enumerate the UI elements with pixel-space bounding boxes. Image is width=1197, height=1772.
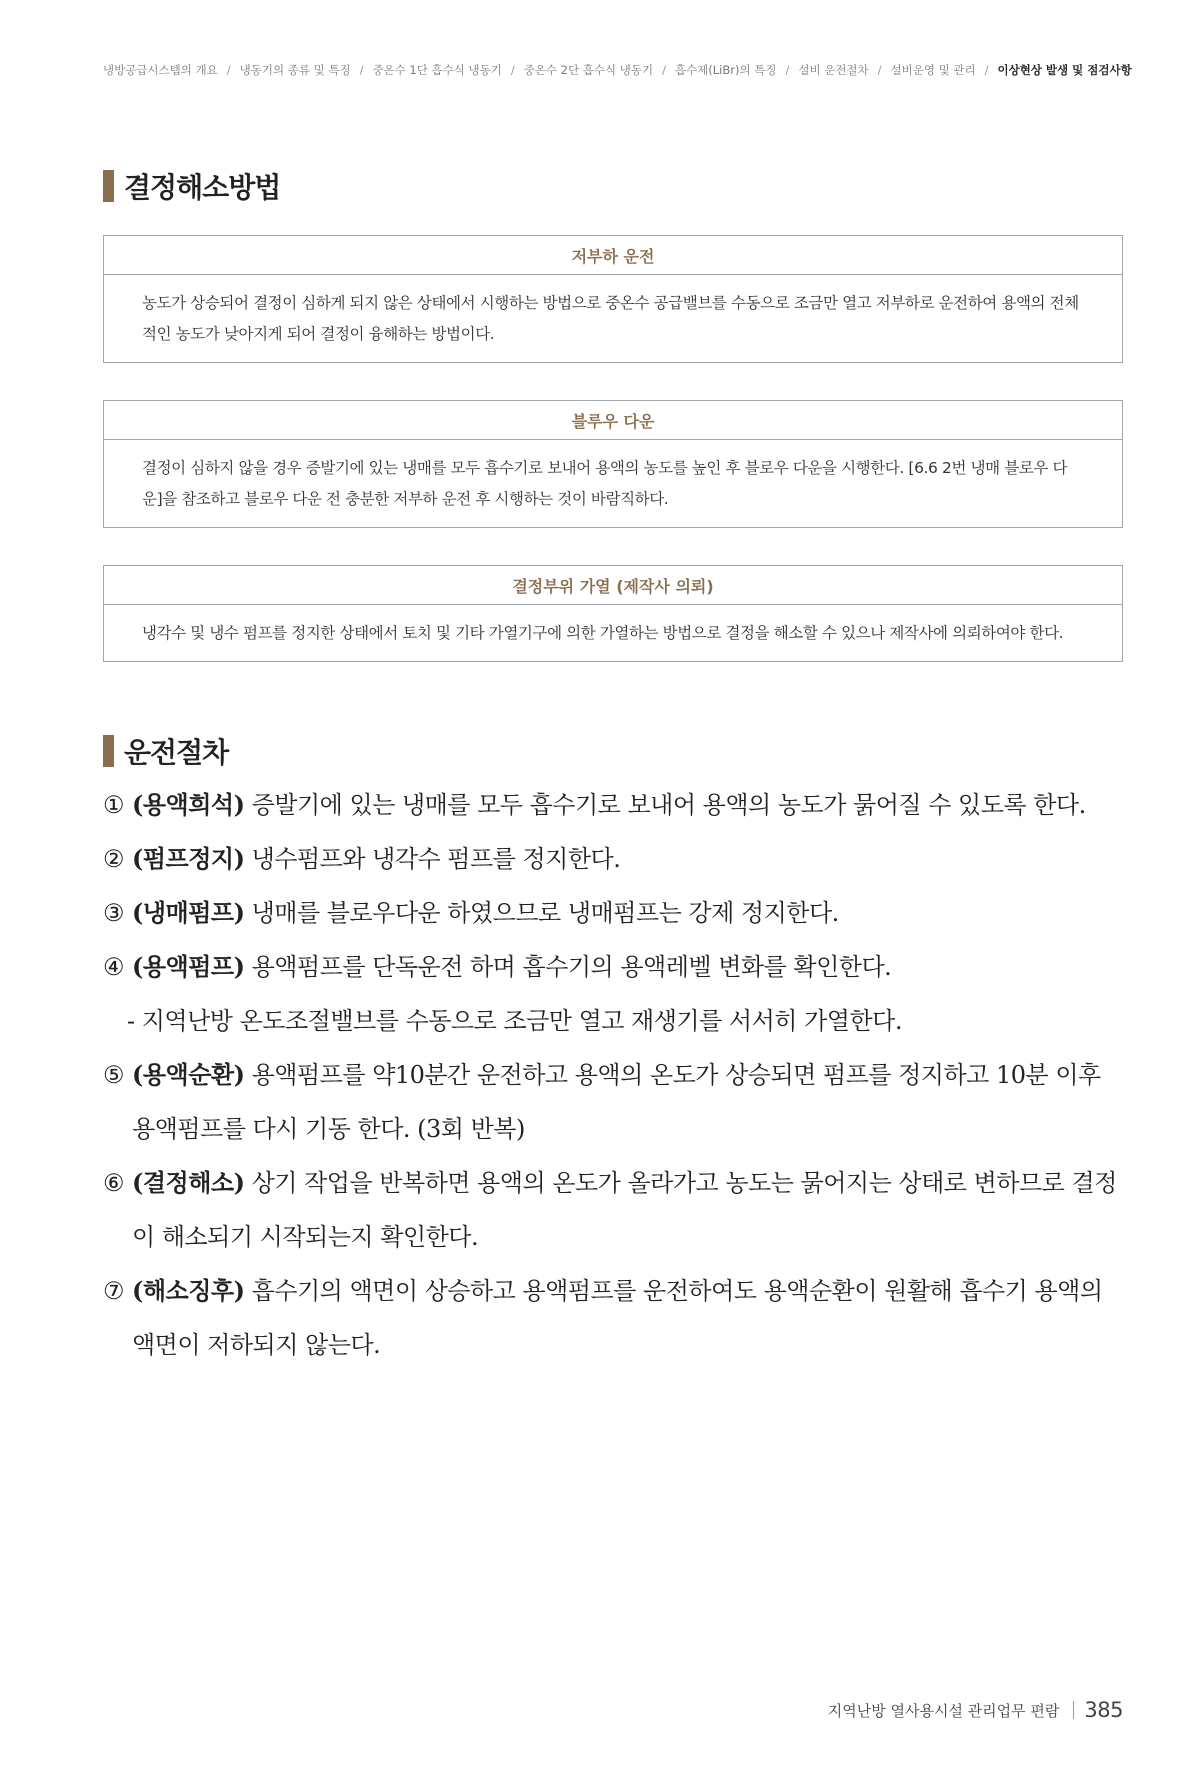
procedure-step: [103, 886, 1123, 940]
section-title-text: 운전절차: [124, 736, 229, 769]
step-description: 증발기에 있는 냉매를 모두 흡수기로 보내어 용액의 농도가 묽어질 수 있도록 한다.: [244, 791, 1086, 819]
method-box-low-load: [103, 235, 1123, 363]
step-text: [132, 832, 1123, 886]
step-text: [132, 1156, 1123, 1264]
procedure-sub-note: - 지역난방 온도조절밸브를 수동으로 조금만 열고 재생기를 서서히 가열한다.: [127, 1007, 902, 1035]
section-title-crystal-removal: [103, 166, 280, 206]
step-label: (결정해소): [132, 1168, 245, 1197]
section-marker: [103, 170, 114, 202]
step-number: ⑥: [103, 1169, 125, 1197]
procedure-step: [103, 778, 1123, 832]
step-description: 냉수펌프와 냉각수 펌프를 정지한다.: [244, 845, 621, 873]
procedure-step: [103, 940, 1123, 994]
breadcrumb-item[interactable]: 흡수제(LiBr)의 특징: [674, 63, 777, 77]
breadcrumb-current: 이상현상 발생 및 점검사항: [997, 63, 1132, 77]
procedure-steps: [103, 778, 1123, 1372]
breadcrumb-separator: /: [359, 63, 364, 77]
page-number: 385: [1084, 1698, 1123, 1722]
method-box-blow-down: [103, 400, 1123, 528]
method-box-heating: [103, 565, 1123, 662]
breadcrumb-separator: /: [226, 63, 231, 77]
section-title-procedure: [103, 731, 228, 771]
step-description: 냉매를 블로우다운 하였으므로 냉매펌프는 강제 정지한다.: [244, 899, 839, 927]
step-text: [132, 886, 1123, 940]
procedure-step: [103, 1264, 1123, 1372]
step-label: (해소징후): [132, 1276, 245, 1305]
step-text: [132, 778, 1123, 832]
step-label: (용액순환): [132, 1060, 245, 1089]
step-text: [132, 1048, 1123, 1156]
breadcrumb-item[interactable]: 중온수 2단 흡수식 냉동기: [523, 63, 654, 77]
method-box-body: 결정이 심하지 않을 경우 증발기에 있는 냉매를 모두 흡수기로 보내어 용액의 농도를 높인 후 블로우 다운을 시행한다. [6.6 2번 냉매 블로우 다운]을 참조하고 블로우 다운 전 충분한 저부하 운전 후 시행하는 것이 바람직하다.: [142, 459, 1068, 508]
step-label: (용액펌프): [132, 952, 245, 981]
breadcrumb-item[interactable]: 냉방공급시스템의 개요: [103, 63, 218, 77]
method-box-body: 냉각수 및 냉수 펌프를 정지한 상태에서 토치 및 기타 가열기구에 의한 가열하는 방법으로 결정을 해소할 수 있으나 제작사에 의뢰하여야 한다.: [142, 624, 1064, 642]
step-number: ⑤: [103, 1061, 125, 1089]
method-box-header: 결정부위 가열 (제작사 의뢰): [104, 566, 1122, 605]
method-box-header: 저부하 운전: [104, 236, 1122, 275]
footer-divider: [1073, 1701, 1074, 1719]
step-text: [132, 1264, 1123, 1372]
section-title-text: 결정해소방법: [124, 171, 281, 204]
step-description: 용액펌프를 단독운전 하며 흡수기의 용액레벨 변화를 확인한다.: [244, 953, 892, 981]
procedure-step: [103, 1048, 1123, 1156]
breadcrumb-item[interactable]: 설비 운전절차: [798, 63, 869, 77]
step-text: [132, 940, 1123, 994]
method-box-header: 블루우 다운: [104, 401, 1122, 440]
step-number: ③: [103, 899, 125, 927]
step-label: (펌프정지): [132, 844, 245, 873]
procedure-step: [103, 1156, 1123, 1264]
breadcrumb-separator: /: [510, 63, 515, 77]
step-number: ④: [103, 953, 125, 981]
book-title: 지역난방 열사용시설 관리업무 편람: [827, 1701, 1060, 1720]
step-description: 용액펌프를 약10분간 운전하고 용액의 온도가 상승되면 펌프를 정지하고 10분 이후 용액펌프를 다시 기동 한다. (3회 반복): [132, 1061, 1101, 1143]
step-number: ⑦: [103, 1277, 125, 1305]
procedure-step: [103, 832, 1123, 886]
breadcrumb-separator: /: [785, 63, 790, 77]
breadcrumb-separator: /: [662, 63, 666, 77]
step-number: ②: [103, 845, 125, 873]
step-number: ①: [103, 791, 125, 819]
step-description: 상기 작업을 반복하면 용액의 온도가 올라가고 농도는 묽어지는 상태로 변하므로 결정이 해소되기 시작되는지 확인한다.: [132, 1169, 1117, 1251]
method-box-body: 농도가 상승되어 결정이 심하게 되지 않은 상태에서 시행하는 방법으로 중온수 공급밸브를 수동으로 조금만 열고 저부하로 운전하여 용액의 전체적인 농도가 낮아지게 되어 결정이 융해하는 방법이다.: [142, 294, 1079, 343]
breadcrumb-item[interactable]: 설비운영 및 관리: [890, 63, 976, 77]
page-footer: [820, 1698, 1123, 1722]
step-description: 흡수기의 액면이 상승하고 용액펌프를 운전하여도 용액순환이 원활해 흡수기 용액의 액면이 저하되지 않는다.: [132, 1277, 1103, 1359]
breadcrumb-separator: /: [877, 63, 882, 77]
step-label: (냉매펌프): [132, 898, 245, 927]
breadcrumb-item[interactable]: 냉동기의 종류 및 특징: [239, 63, 351, 77]
breadcrumb-separator: /: [984, 63, 989, 77]
section-marker: [103, 735, 114, 767]
breadcrumb-item[interactable]: 중온수 1단 흡수식 냉동기: [372, 63, 502, 77]
step-label: (용액희석): [132, 790, 245, 819]
breadcrumb: [103, 62, 1132, 78]
